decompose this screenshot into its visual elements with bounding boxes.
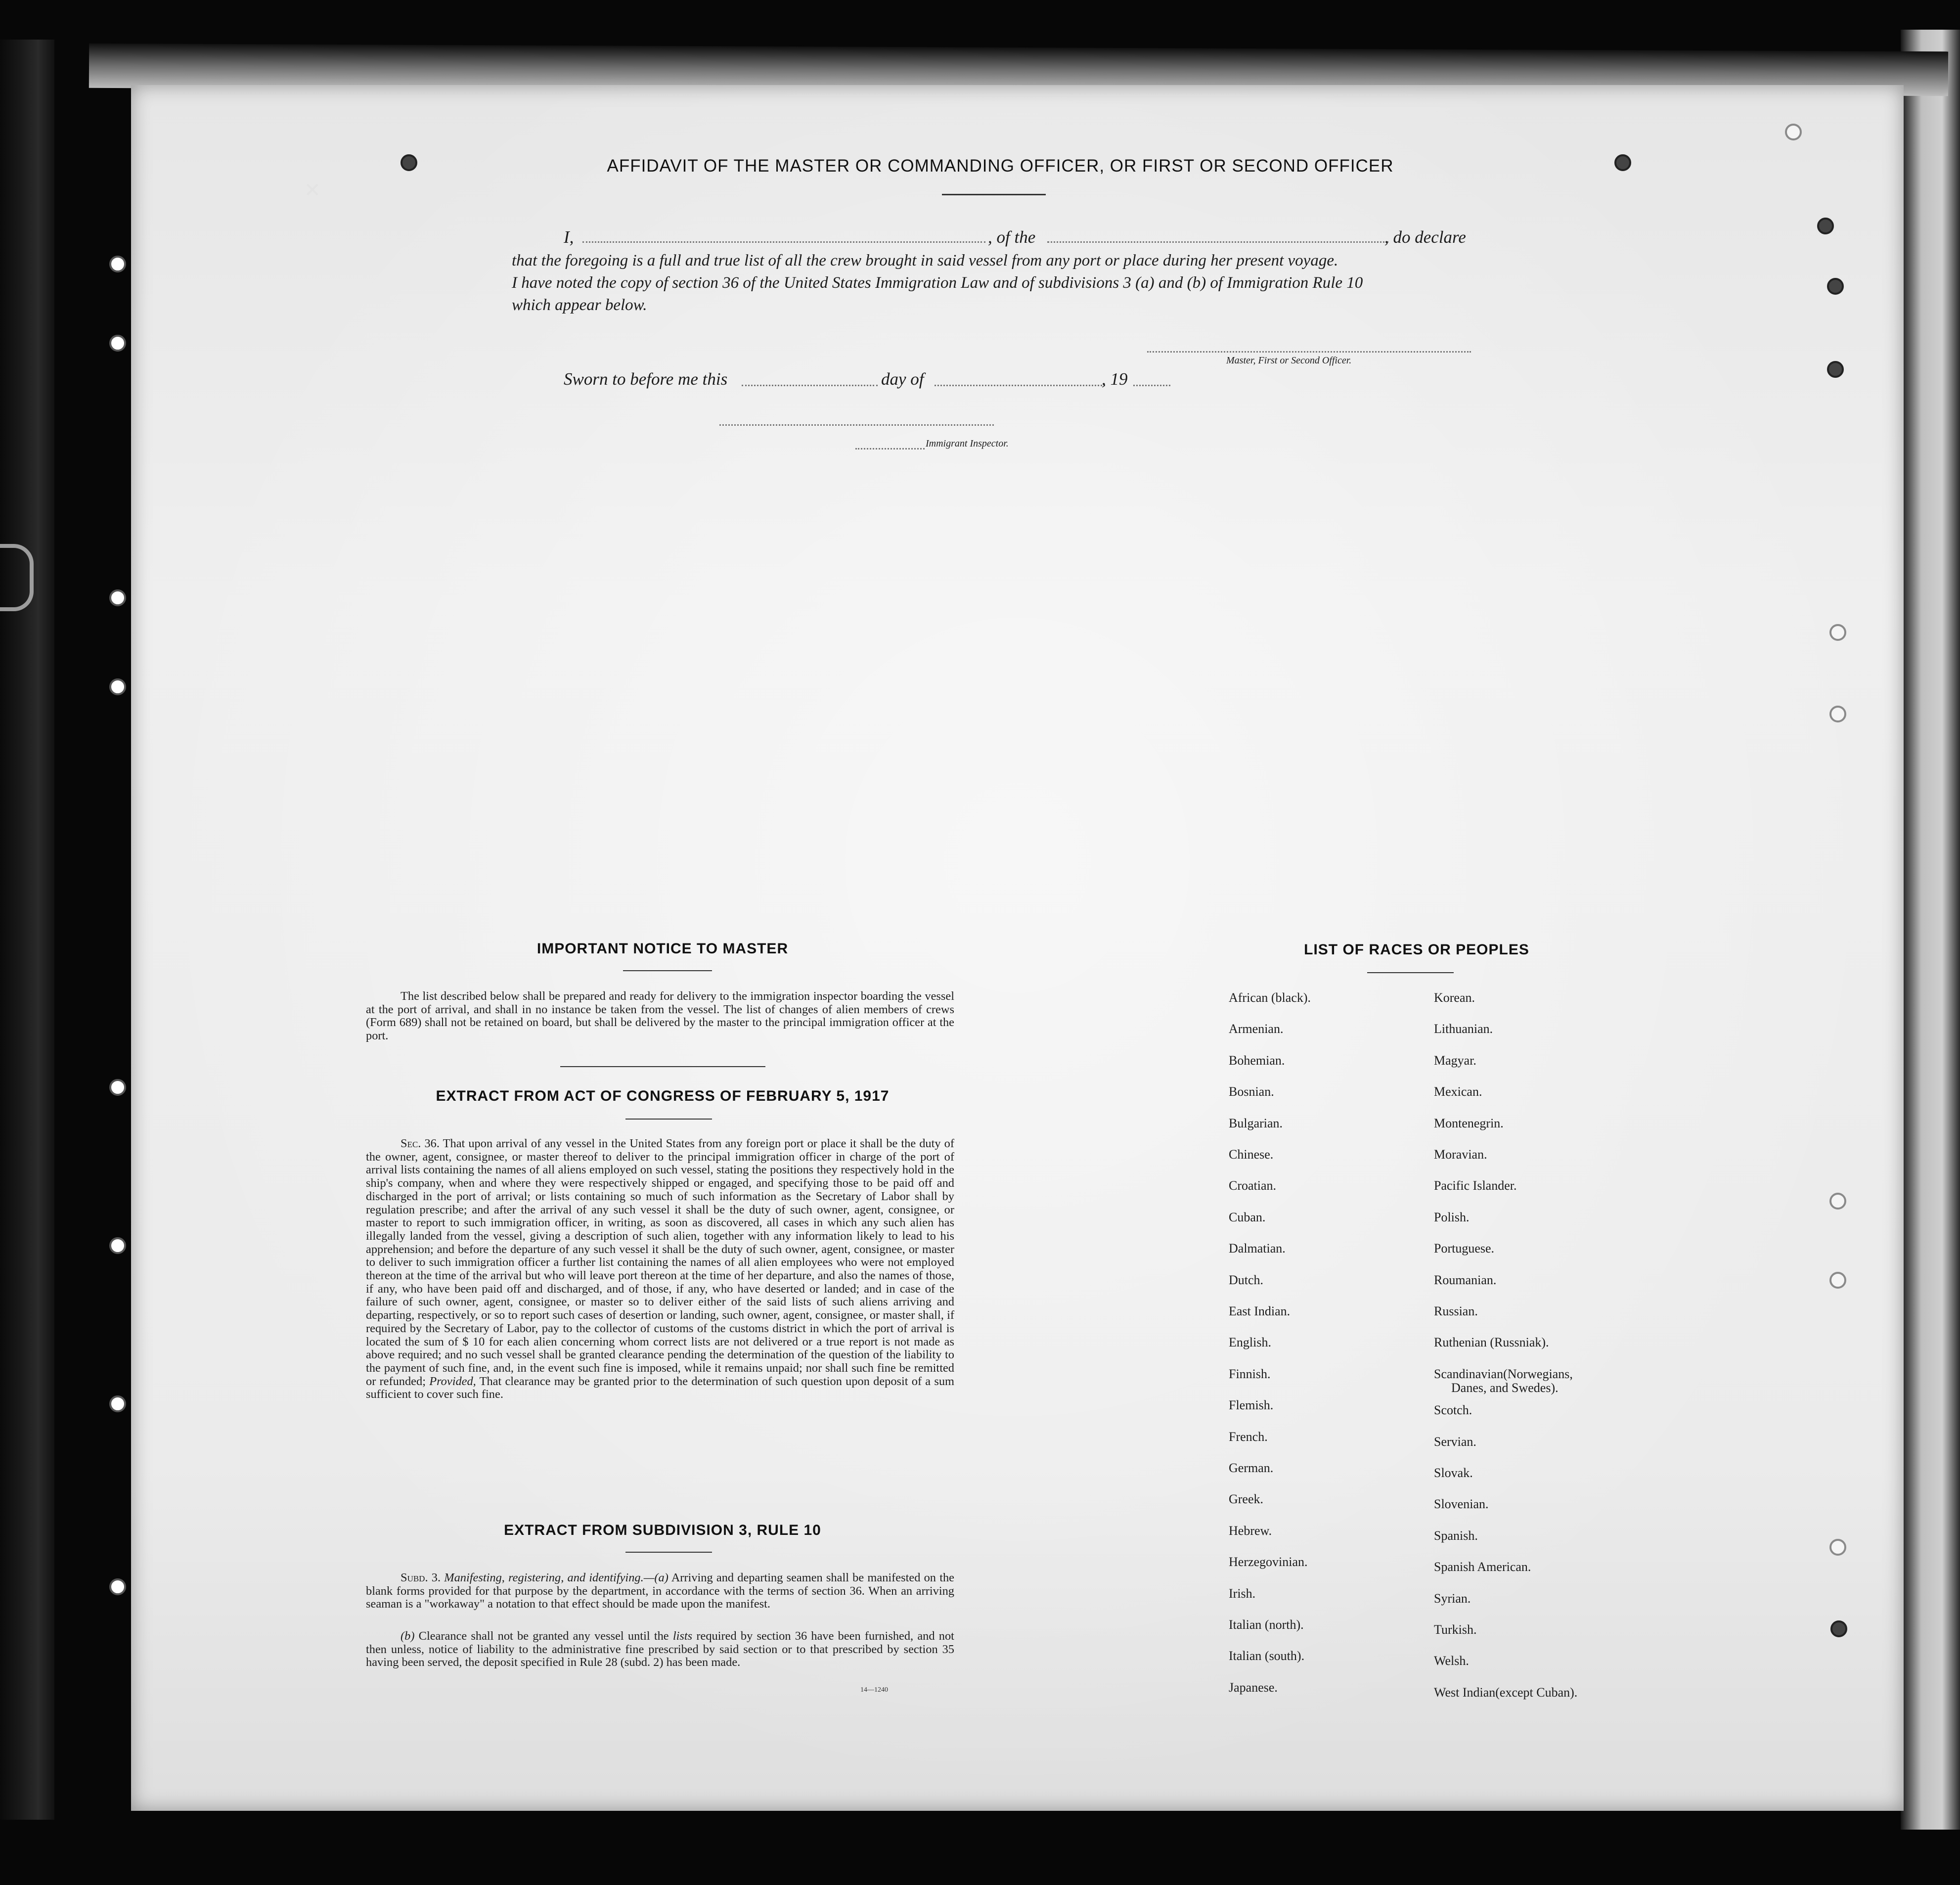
race-item: Armenian. <box>1229 1022 1284 1036</box>
rule-text-b <box>366 1630 954 1669</box>
affidavit-line-3: I have noted the copy of section 36 of the United States Immigration Law and of subdivisions 3 (a) and (b) of Immigration Rule 10 <box>512 274 1363 292</box>
race-item: Dutch. <box>1229 1272 1264 1287</box>
race-item: Italian (north). <box>1229 1617 1304 1632</box>
handwriting-fragment <box>0 544 34 611</box>
inspector-signature-blank[interactable] <box>719 424 994 426</box>
punch-hole <box>1829 1539 1846 1556</box>
punch-hole <box>1830 1620 1847 1637</box>
punch-hole <box>1827 278 1844 295</box>
race-item: Japanese. <box>1229 1680 1278 1695</box>
race-item: Bohemian. <box>1229 1053 1285 1068</box>
punch-hole <box>1829 1272 1846 1289</box>
race-item: Slovenian. <box>1434 1497 1489 1512</box>
vessel-blank[interactable] <box>1047 241 1388 243</box>
race-item: African (black). <box>1229 990 1311 1005</box>
provided-label: Provided, <box>429 1374 476 1388</box>
provided-text: That clearance may be granted prior to the determination of such question upon deposit of a sum sufficient to cover such fine. <box>366 1374 954 1401</box>
race-item: Syrian. <box>1434 1591 1471 1606</box>
notice-rule <box>623 970 712 971</box>
race-item: Croatian. <box>1229 1178 1277 1193</box>
notice-text: The list described below shall be prepared and ready for delivery to the immigration inspector boarding the vessel at the port of arrival, and shall in no instance be taken from the vessel. The list of changes of alien members of crews (Form 689) shall not be retained on board, but shall be delivered by the master to the principal immigration officer at the port. <box>366 989 954 1043</box>
punch-hole <box>1827 361 1844 378</box>
punch-hole <box>109 1079 126 1096</box>
race-item: Scotch. <box>1434 1403 1472 1418</box>
b-label: (b) <box>401 1629 415 1643</box>
punch-hole <box>1614 154 1631 171</box>
race-item: Moravian. <box>1434 1147 1487 1162</box>
b-text-1: Clearance shall not be granted any vessel until the <box>418 1629 669 1643</box>
punch-hole <box>109 1578 126 1595</box>
underlying-page-right <box>1901 30 1960 1830</box>
name-blank[interactable] <box>582 241 985 243</box>
punch-hole <box>1817 218 1834 234</box>
race-item: Welsh. <box>1434 1654 1469 1668</box>
act-heading: EXTRACT FROM ACT OF CONGRESS OF FEBRUARY 5, 1917 <box>436 1088 890 1104</box>
race-item: French. <box>1229 1429 1268 1444</box>
race-item: Flemish. <box>1229 1398 1274 1413</box>
race-item: Italian (south). <box>1229 1649 1305 1663</box>
race-item: Danes, and Swedes). <box>1451 1380 1559 1395</box>
race-item: Magyar. <box>1434 1053 1476 1068</box>
rule-heading: EXTRACT FROM SUBDIVISION 3, RULE 10 <box>504 1522 821 1538</box>
race-item: Spanish American. <box>1434 1560 1531 1574</box>
race-item: Bosnian. <box>1229 1084 1274 1099</box>
affidavit-word-i: I, <box>564 227 574 247</box>
affidavit-word-do-declare: , do declare <box>1384 227 1466 247</box>
underlying-page-left <box>0 40 54 1820</box>
inspector-caption: Immigrant Inspector. <box>926 438 1009 449</box>
form-number: 14—1240 <box>860 1686 888 1694</box>
race-item: Irish. <box>1229 1586 1256 1601</box>
punch-hole <box>1829 706 1846 722</box>
affidavit-line-2: that the foregoing is a full and true list of all the crew brought in said vessel from any port or place during her present voyage. <box>512 252 1338 269</box>
race-item: Dalmatian. <box>1229 1241 1286 1256</box>
race-item: Chinese. <box>1229 1147 1274 1162</box>
race-item: West Indian(except Cuban). <box>1434 1685 1578 1700</box>
sec-36-text: That upon arrival of any vessel in the United States from any foreign port or place it shall be the duty of the owner, agent, consignee, or master thereof to deliver to the principal immigration officer in charge of the port of arrival lists containing the names of all aliens employed on such vessel, stating the positions they respectively hold in the ship's company, when and where they were respectively shipped or engaged, and specifying those to be paid off and discharged in the port of arrival; or lists containing so much of such information as the Secretary of Labor shall by regulation prescribe; and after the arrival of any such vessel it shall be the duty of such owner, agent, consignee, or master to report to such immigration officer, in writing, as soon as discovered, all cases in which any such alien has illegally landed from the vessel, giving a description of such alien, together with any information likely to lead to his apprehension; and before the departure of any such vessel it shall be the duty of such owner, agent, consignee, or master to deliver to such immigration officer a further list containing the names of all alien employees who were not employed thereon at the time of the arrival but who will leave port thereon at the time of her departure, and also the names of those, if any, who have been paid off and discharged, and of those, if any, who have deserted or landed; and in case of the failure of such owner, agent, consignee, or master so to deliver either of the said lists of such aliens arriving and departing, respectively, or so to report such cases of desertion or landing, such owner, agent, consignee, or master shall, if required by the Secretary of Labor, pay to the collector of customs of the customs district in which the port of arrival is located the sum of $ 10 for each alien concerning whom correct lists are not delivered or a true report is not made as above required; and no such vessel shall be granted clearance pending the determination of the question of the liability to the payment of such fine, and, in the event such fine is imposed, while it remains unpaid; nor shall such fine be remitted or refunded; <box>366 1137 954 1388</box>
month-blank[interactable] <box>935 385 1105 386</box>
sec-label: Sec. 36. <box>401 1137 440 1150</box>
race-item: Korean. <box>1434 990 1475 1005</box>
affidavit-title: AFFIDAVIT OF THE MASTER OR COMMANDING OFFICER, OR FIRST OR SECOND OFFICER <box>607 156 1394 176</box>
act-rule <box>625 1119 712 1120</box>
sworn-year: , 19 <box>1102 369 1128 389</box>
race-item: Cuban. <box>1229 1210 1266 1224</box>
race-item: Lithuanian. <box>1434 1022 1493 1036</box>
races-heading: LIST OF RACES OR PEOPLES <box>1304 942 1529 958</box>
race-item: Spanish. <box>1434 1528 1478 1543</box>
faint-bleedthrough: ✕ <box>304 180 321 201</box>
affidavit-line-4: which appear below. <box>512 296 647 314</box>
punch-hole <box>109 678 126 695</box>
signature-blank[interactable] <box>1147 351 1471 353</box>
punch-hole <box>1829 1193 1846 1210</box>
race-item: Russian. <box>1434 1304 1478 1318</box>
punch-hole <box>1829 624 1846 641</box>
inspector-name-blank[interactable] <box>855 448 925 449</box>
race-item: East Indian. <box>1229 1304 1291 1318</box>
rule-text-a <box>366 1571 954 1611</box>
punch-hole <box>1785 124 1802 140</box>
act-text <box>366 1137 954 1401</box>
race-item: English. <box>1229 1335 1271 1350</box>
race-item: Ruthenian (Russniak). <box>1434 1335 1549 1350</box>
year-blank[interactable] <box>1133 385 1170 386</box>
race-item: Herzegovinian. <box>1229 1555 1308 1570</box>
race-item: Bulgarian. <box>1229 1116 1283 1130</box>
subd-title: Manifesting, registering, and identifying.—(a) <box>444 1571 668 1584</box>
punch-hole <box>401 154 417 171</box>
race-item: Roumanian. <box>1434 1272 1497 1287</box>
punch-hole <box>109 1395 126 1412</box>
rule-rule <box>625 1552 712 1553</box>
punch-hole <box>109 256 126 272</box>
race-item: Mexican. <box>1434 1084 1482 1099</box>
race-item: Finnish. <box>1229 1366 1271 1381</box>
lists-word: lists <box>672 1629 693 1643</box>
punch-hole <box>109 1237 126 1254</box>
subd-label: Subd. 3. <box>401 1571 441 1584</box>
sworn-day: day of <box>881 369 924 389</box>
races-rule <box>1367 972 1454 973</box>
race-item: German. <box>1229 1461 1274 1475</box>
section-divider <box>560 1066 765 1067</box>
subd-text-a: Arriving and departing seamen shall be manifested on the blank forms provided for that purpose by the department, in accordance with the terms of section 36. When an arriving seaman is a "workaway" a notation to that effect should be made upon the manifest. <box>366 1571 954 1611</box>
race-item: Scandinavian(Norwegians, <box>1434 1366 1573 1381</box>
affidavit-word-of-the: , of the <box>988 227 1036 247</box>
title-underline <box>942 194 1046 195</box>
race-item: Polish. <box>1434 1210 1470 1224</box>
b-text-2: required by section 36 have been furnished, and not then unless, notice of liability to the administrative fine prescribed by said section or to that prescribed by section 35 having been served, the deposit specified in Rule 28 (subd. 2) has been made. <box>366 1629 954 1669</box>
race-item: Slovak. <box>1434 1466 1473 1480</box>
day-blank[interactable] <box>742 385 878 386</box>
punch-hole <box>109 335 126 352</box>
race-item: Pacific Islander. <box>1434 1178 1517 1193</box>
race-item: Greek. <box>1229 1492 1264 1507</box>
race-item: Turkish. <box>1434 1622 1477 1637</box>
signature-caption: Master, First or Second Officer. <box>1226 355 1352 366</box>
sworn-prefix: Sworn to before me this <box>564 369 728 389</box>
race-item: Montenegrin. <box>1434 1116 1504 1130</box>
race-item: Hebrew. <box>1229 1523 1272 1538</box>
punch-hole <box>109 589 126 606</box>
race-item: Servian. <box>1434 1434 1476 1449</box>
notice-heading: IMPORTANT NOTICE TO MASTER <box>536 941 789 957</box>
race-item: Portuguese. <box>1434 1241 1495 1256</box>
